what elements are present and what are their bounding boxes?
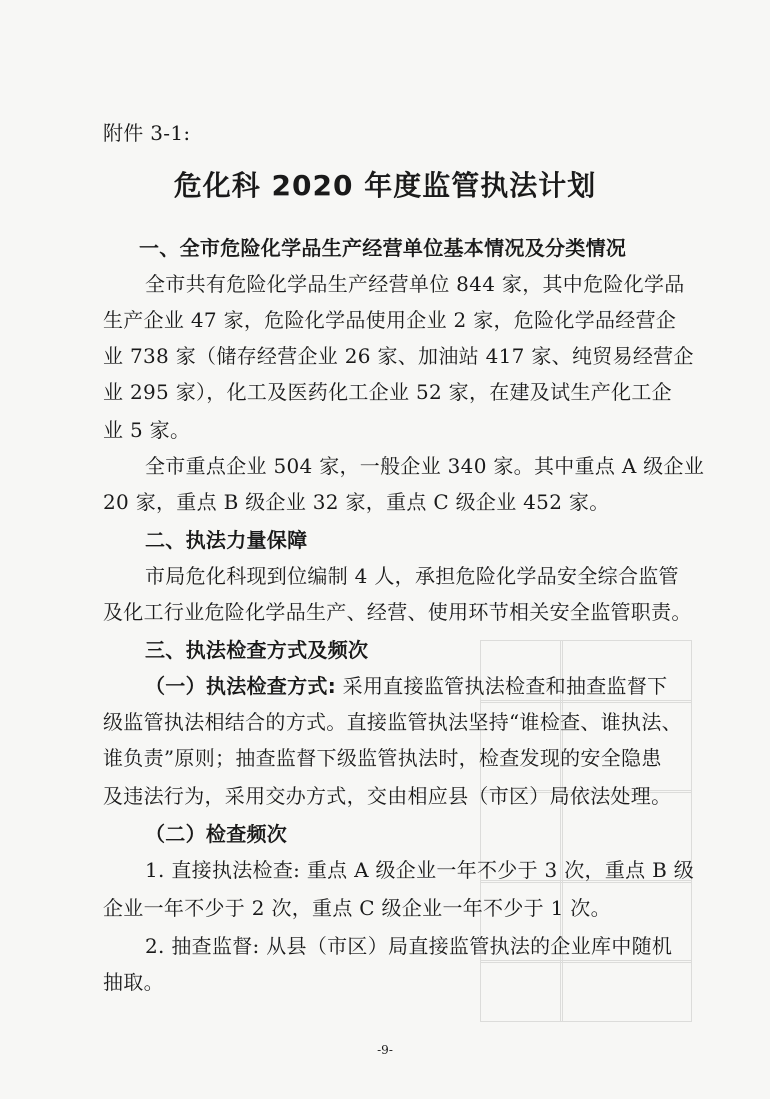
subsection-2-label: （二）检查频次 [145,822,288,846]
section-1-paragraph-line: 全市重点企业 504 家，一般企业 340 家。其中重点 A 级企业 [145,454,705,478]
item-2-line: 2. 抽查监督: 从县（市区）局直接监管执法的企业库中随机 [145,934,673,958]
subsection-1-text: 采用直接监管执法检查和抽查监督下 [336,674,668,698]
section-2-paragraph-line: 市局危化科现到位编制 4 人，承担危险化学品安全综合监管 [145,564,679,588]
section-1-paragraph-line: 业 5 家。 [103,418,191,442]
section-1-paragraph-line: 20 家，重点 B 级企业 32 家，重点 C 级企业 452 家。 [103,490,610,514]
section-2-paragraph-line: 及化工行业危险化学品生产、经营、使用环节相关安全监管职责。 [103,600,692,624]
section-2-heading: 二、执法力量保障 [145,528,308,552]
section-3-subsection-1-line [145,670,667,699]
section-3-paragraph-line: 级监管执法相结合的方式。直接监管执法坚持“谁检查、谁执法、 [103,710,682,734]
show-through-table-row [480,700,692,703]
document-title: 危化科 2020 年度监管执法计划 [173,169,597,202]
show-through-table-row [480,960,692,963]
section-1-paragraph-line: 业 295 家），化工及医药化工企业 52 家，在建及试生产化工企 [103,380,672,404]
section-1-paragraph-line: 全市共有危险化学品生产经营单位 844 家，其中危险化学品 [145,272,685,296]
section-1-paragraph-line: 业 738 家（储存经营企业 26 家、加油站 417 家、纯贸易经营企 [103,344,694,368]
section-3-paragraph-line: 谁负责”原则；抽查监督下级监管执法时，检查发现的安全隐患 [103,746,662,770]
section-3-heading: 三、执法检查方式及频次 [145,638,369,662]
section-1-heading: 一、全市危险化学品生产经营单位基本情况及分类情况 [139,236,627,260]
section-3-paragraph-line: 及违法行为，采用交办方式，交由相应县（市区）局依法处理。 [103,784,672,808]
item-2-line: 抽取。 [103,970,164,994]
section-1-paragraph-line: 生产企业 47 家，危险化学品使用企业 2 家，危险化学品经营企 [103,308,677,332]
page-number: -9- [377,1043,393,1057]
item-1-line: 1. 直接执法检查: 重点 A 级企业一年不少于 3 次，重点 B 级 [145,858,695,882]
item-1-line: 企业一年不少于 2 次，重点 C 级企业一年不少于 1 次。 [103,896,611,920]
subsection-1-label: （一）执法检查方式: [145,674,336,698]
annex-label: 附件 3-1: [103,121,191,145]
